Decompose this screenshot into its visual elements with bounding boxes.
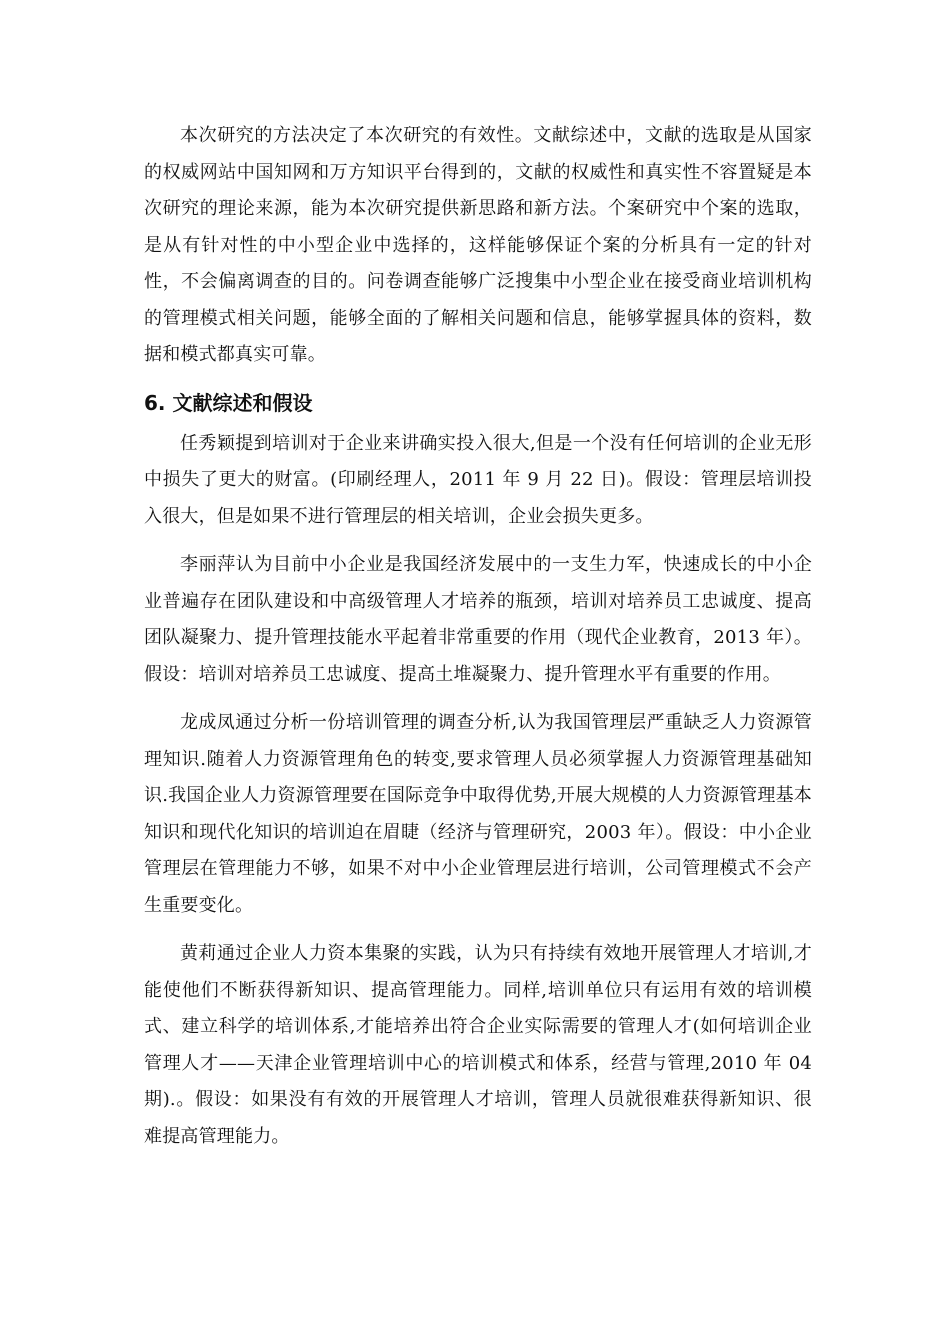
paragraph-intro: 本次研究的方法决定了本次研究的有效性。文献综述中，文献的选取是从国家的权威网站中国知网和万方知识平台得到的，文献的权威性和真实性不容置疑是本次研究的理论来源，能为本次研究提供新思路和新方法。个案研究中个案的选取，是从有针对性的中小型企业中选择的，这样能够保证个案的分析具有一定的针对性，不会偏离调查的目的。问卷调查能够广泛搜集中小型企业在接受商业培训机构的管理模式相关问题，能够全面的了解相关问题和信息，能够掌握具体的资料，数据和模式都真实可靠。 bbox=[144, 125, 812, 365]
paragraph-ren-xiuying: 任秀颖提到培训对于企业来讲确实投入很大,但是一个没有任何培训的企业无形中损失了更大的财富。(印刷经理人，2011 年 9 月 22 日)。假设：管理层培训投入很大，但是如果不进行管理层的相关培训，企业会损失更多。 bbox=[144, 432, 812, 527]
document-body bbox=[144, 118, 812, 1155]
paragraph-huang-li: 黄莉通过企业人力资本集聚的实践，认为只有持续有效地开展管理人才培训,才能使他们不断获得新知识、提高管理能力。同样,培训单位只有运用有效的培训模式、建立科学的培训体系,才能培养出符合企业实际需要的管理人才(如何培训企业管理人才——天津企业管理培训中心的培训模式和体系，经营与管理,2010 年 04 期).。假设：如果没有有效的开展管理人才培训，管理人员就很难获得新知识、很难提高管理能力。 bbox=[144, 943, 812, 1147]
paragraph-li-liping: 李丽萍认为目前中小企业是我国经济发展中的一支生力军，快速成长的中小企业普遍存在团队建设和中高级管理人才培养的瓶颈，培训对培养员工忠诚度、提高团队凝聚力、提升管理技能水平起着非常重要的作用（现代企业教育，2013 年）。假设：培训对培养员工忠诚度、提高土堆凝聚力、提升管理水平有重要的作用。 bbox=[144, 554, 812, 685]
paragraph-long-chengfeng: 龙成凤通过分析一份培训管理的调查分析,认为我国管理层严重缺乏人力资源管理知识.随着人力资源管理角色的转变,要求管理人员必须掌握人力资源管理基础知识.我国企业人力资源管理要在国际竞争中取得优势,开展大规模的人力资源管理基本知识和现代化知识的培训迫在眉睫（经济与管理研究，2003 年）。假设：中小企业管理层在管理能力不够，如果不对中小企业管理层进行培训，公司管理模式不会产生重要变化。 bbox=[144, 712, 812, 916]
section-heading: 6. 文献综述和假设 bbox=[144, 390, 313, 415]
